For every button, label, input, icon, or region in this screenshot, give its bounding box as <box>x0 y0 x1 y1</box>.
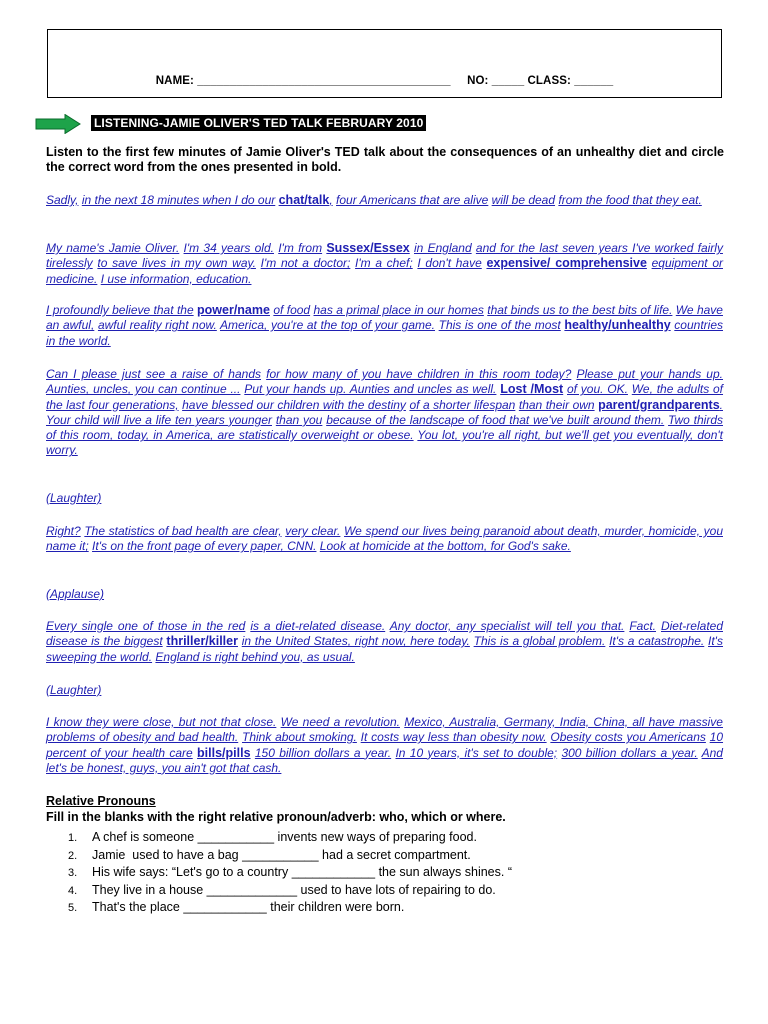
list-item: 4. They live in a house _____________ used to have lots of repairing to do. <box>68 882 496 897</box>
word-choice: expensive/ comprehensive <box>486 256 647 271</box>
phrase: We spend our lives being paranoid about death, murder, homicide, you name it; <box>46 524 723 554</box>
phrase: countries in the world. <box>46 318 723 348</box>
phrase: because of the landscape of food that we've built around them. <box>326 412 665 427</box>
word-choice: healthy/unhealthy <box>564 318 671 333</box>
phrase: Think about smoking. <box>241 730 357 745</box>
section-heading: Relative Pronouns <box>46 794 156 808</box>
phrase: I'm from <box>278 241 323 255</box>
paragraph-2 <box>46 241 723 287</box>
phrase: It costs way less than obesity now. <box>360 730 547 745</box>
phrase: is a diet-related disease. <box>250 619 386 633</box>
paragraph-4 <box>46 367 723 459</box>
phrase: has a primal place in our homes <box>313 303 484 317</box>
phrase: Every single one of those in the red <box>46 619 246 633</box>
paragraph-applause <box>46 587 723 602</box>
word-choice: parent/grandparents <box>598 397 720 412</box>
word-choice: thriller/killer <box>166 634 238 649</box>
paragraph-6 <box>46 524 723 555</box>
phrase: Mexico, Australia, Germany, India, China, all have massive problems of obesity and bad health. <box>46 715 723 745</box>
phrase: and for the last seven years I've worked fairly tirelessly <box>46 241 723 271</box>
phrase: America, you're at the top of your game. <box>220 318 436 333</box>
phrase: (Laughter) <box>46 683 102 697</box>
phrase: I'm not a doctor; <box>260 256 351 271</box>
phrase: Put your hands up. Aunties and uncles as well. <box>244 382 497 397</box>
phrase: equipment or medicine. <box>46 256 723 286</box>
exercise-instructions: Fill in the blanks with the right relative pronoun/adverb: who, which or where. <box>46 810 506 824</box>
paragraph-laughter-1 <box>46 491 723 506</box>
paragraph-3 <box>46 303 723 349</box>
phrase: Look at homicide at the bottom, for God's sake. <box>319 539 571 554</box>
phrase: And let's be honest, guys, you ain't got that cash. <box>46 745 723 775</box>
list-item: 1. A chef is someone ___________ invents new ways of preparing food. <box>68 830 477 844</box>
student-info-box <box>47 29 722 98</box>
phrase: (Applause) <box>46 587 105 601</box>
phrase: . <box>719 397 723 412</box>
phrase: Sadly, <box>46 193 79 207</box>
phrase: Aunties, uncles, you can continue ... <box>46 382 241 397</box>
phrase: 10 percent of your health care <box>46 730 724 760</box>
list-item: 5. That's the place ____________ their children were born. <box>68 900 405 915</box>
phrase: awful reality right now. <box>97 318 217 333</box>
phrase: It's on the front page of every paper, CNN. <box>92 539 317 554</box>
phrase: than you <box>275 412 323 427</box>
phrase: 300 billion dollars a year. <box>561 745 698 760</box>
name-number-class-line: NAME: _______________________________________ NO: _____ CLASS: ______ <box>155 75 614 87</box>
phrase: will be dead <box>491 193 556 207</box>
word-choice: bills/pills <box>197 745 251 760</box>
phrase: , <box>329 193 333 207</box>
word-choice: Sussex/Essex <box>326 241 410 255</box>
paragraph-10 <box>46 715 723 776</box>
phrase: Obesity costs you Americans <box>550 730 706 745</box>
phrase: very clear. <box>285 524 341 538</box>
phrase: I don't have <box>417 256 482 271</box>
paragraph-1 <box>46 193 723 208</box>
phrase: In 10 years, it's set to double; <box>395 745 558 760</box>
phrase: 150 billion dollars a year. <box>254 745 392 760</box>
phrase: I'm 34 years old. <box>183 241 274 255</box>
phrase: of you. OK. <box>567 382 628 397</box>
phrase: Fact. <box>629 619 657 633</box>
phrase: We, the adults of the last four generations, <box>46 382 724 412</box>
phrase: My name's Jamie Oliver. <box>46 241 180 255</box>
phrase: This is a global problem. <box>473 634 606 649</box>
phrase: You lot, you're all right, but we'll get you eventually, don't worry. <box>46 428 723 458</box>
phrase: four Americans that are alive <box>336 193 489 207</box>
phrase: I know they were close, but not that close. <box>46 715 277 729</box>
phrase: in England <box>414 241 472 255</box>
instructions: Listen to the first few minutes of Jamie Oliver's TED talk about the consequences of an unhealthy diet and circle the correct word from the ones presented in bold. <box>46 145 724 174</box>
phrase: than their own <box>518 397 595 412</box>
worksheet-title: LISTENING-JAMIE OLIVER'S TED TALK FEBRUARY 2010 <box>91 115 426 131</box>
phrase: I profoundly believe that the <box>46 303 194 317</box>
paragraph-laughter-2 <box>46 683 723 698</box>
phrase: We have an awful, <box>46 303 723 333</box>
phrase: This is one of the most <box>438 318 561 333</box>
phrase: from the food that they eat. <box>558 193 702 207</box>
phrase: Please put your hands up. <box>576 367 723 381</box>
phrase: England is right behind you, as usual. <box>155 649 355 664</box>
word-choice: chat/talk <box>278 193 330 207</box>
phrase: of food <box>273 303 311 317</box>
phrase: I'm a chef; <box>355 256 413 271</box>
phrase: It's sweeping the world. <box>46 634 723 664</box>
phrase: Can I please just see a raise of hands <box>46 367 261 381</box>
paragraph-8 <box>46 619 723 665</box>
word-choice: Lost /Most <box>500 382 564 397</box>
word-choice: power/name <box>197 303 270 317</box>
phrase: Two thirds of this room, today, in America, are statistically overweight or obese. <box>46 412 723 443</box>
phrase: (Laughter) <box>46 491 102 505</box>
list-item: 3. His wife says: “Let's go to a country ____________ the sun always shines. “ <box>68 865 512 880</box>
phrase: in the next 18 minutes when I do our <box>81 193 276 207</box>
phrase: of a shorter lifespan <box>409 397 516 412</box>
phrase: Any doctor, any specialist will tell you that. <box>389 619 625 633</box>
phrase: in the United States, right now, here today. <box>241 634 470 649</box>
phrase: The statistics of bad health are clear, <box>84 524 282 538</box>
phrase: that binds us to the best bits of life. <box>487 303 673 317</box>
phrase: have blessed our children with the destiny <box>182 397 406 412</box>
exercise-list <box>56 829 512 917</box>
phrase: Diet-related disease is the biggest <box>46 619 723 649</box>
arrow-right-icon <box>35 114 81 134</box>
phrase: It's a catastrophe. <box>609 634 705 649</box>
phrase: I use information, education. <box>100 271 252 286</box>
phrase: We need a revolution. <box>280 715 400 729</box>
phrase: Your child will live a life ten years younger <box>46 412 272 427</box>
phrase: to save lives in my own way. <box>97 256 256 271</box>
list-item: 2. Jamie used to have a bag ___________ had a secret compartment. <box>68 847 471 862</box>
phrase: for how many of you have children in this room today? <box>266 367 572 381</box>
phrase: Right? <box>46 524 81 538</box>
